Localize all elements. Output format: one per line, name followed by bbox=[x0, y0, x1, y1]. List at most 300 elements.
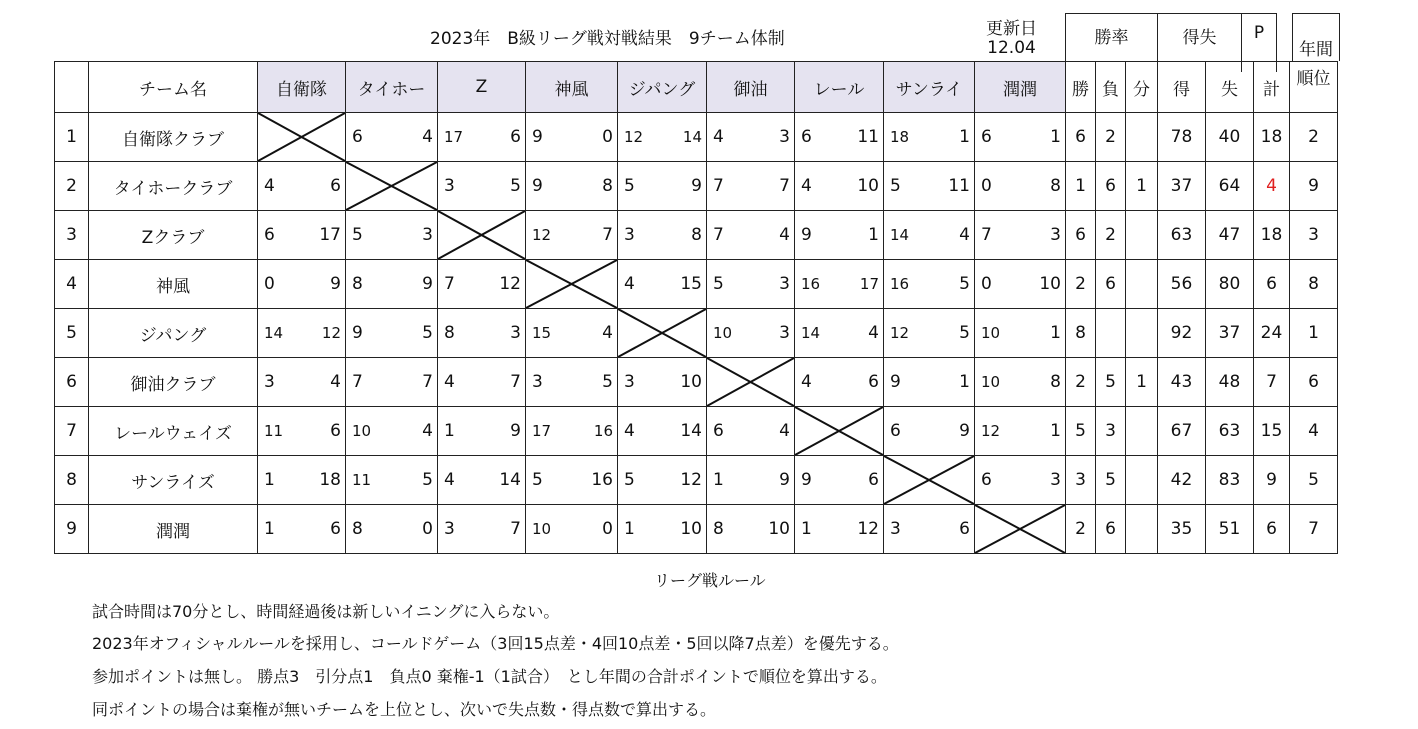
score-cell bbox=[526, 358, 618, 407]
losses: 6 bbox=[1096, 505, 1126, 554]
row-number: 4 bbox=[55, 260, 89, 309]
score-against: 3 bbox=[1050, 225, 1061, 245]
score-cell bbox=[346, 505, 438, 554]
losses: 6 bbox=[1096, 162, 1126, 211]
team-name: 神風 bbox=[89, 260, 258, 309]
score-cell bbox=[346, 456, 438, 505]
team-name: サンライズ bbox=[89, 456, 258, 505]
score-against: 6 bbox=[510, 127, 521, 147]
score-for: 10 bbox=[713, 324, 733, 342]
draws bbox=[1126, 407, 1158, 456]
score-cell bbox=[258, 358, 346, 407]
self-match-cross bbox=[795, 407, 884, 456]
score-for: 3 bbox=[624, 225, 635, 245]
score-for: 17 bbox=[444, 128, 464, 146]
cross-mark bbox=[795, 407, 883, 455]
score-against: 1 bbox=[1050, 421, 1061, 441]
row-number: 7 bbox=[55, 407, 89, 456]
runs-against: 47 bbox=[1206, 211, 1254, 260]
annual-rank: 5 bbox=[1290, 456, 1338, 505]
score-cell bbox=[707, 505, 795, 554]
runs-for: 37 bbox=[1158, 162, 1206, 211]
annual-rank: 2 bbox=[1290, 113, 1338, 162]
opponent-header: 自衛隊 bbox=[258, 62, 346, 113]
score-for: 9 bbox=[352, 323, 363, 343]
table-row bbox=[55, 456, 1338, 505]
score-cell bbox=[707, 113, 795, 162]
score-against: 3 bbox=[779, 274, 790, 294]
score-for: 0 bbox=[981, 176, 992, 196]
score-against: 1 bbox=[959, 372, 970, 392]
cross-mark bbox=[346, 162, 437, 210]
cross-mark bbox=[526, 260, 617, 308]
score-against: 10 bbox=[768, 519, 790, 539]
wins: 1 bbox=[1066, 162, 1096, 211]
win-header: 勝 bbox=[1066, 62, 1096, 113]
opponent-header: タイホー bbox=[346, 62, 438, 113]
runs-for: 42 bbox=[1158, 456, 1206, 505]
wins: 2 bbox=[1066, 260, 1096, 309]
update-date bbox=[986, 20, 1037, 58]
score-against: 11 bbox=[948, 176, 970, 196]
score-cell bbox=[438, 358, 526, 407]
score-against: 17 bbox=[859, 275, 879, 293]
score-against: 18 bbox=[319, 470, 341, 490]
score-cell bbox=[618, 211, 707, 260]
score-for: 4 bbox=[801, 176, 812, 196]
score-cell bbox=[975, 113, 1066, 162]
annual-rank-header bbox=[1292, 13, 1340, 61]
team-name: レールウェイズ bbox=[89, 407, 258, 456]
table-row bbox=[55, 260, 1338, 309]
score-against: 9 bbox=[779, 470, 790, 490]
score-cell bbox=[258, 211, 346, 260]
draws bbox=[1126, 211, 1158, 260]
score-cell bbox=[707, 456, 795, 505]
score-cell bbox=[438, 113, 526, 162]
self-match-cross bbox=[346, 162, 438, 211]
score-cell bbox=[975, 260, 1066, 309]
self-match-cross bbox=[884, 456, 975, 505]
self-match-cross bbox=[618, 309, 707, 358]
annual-rank: 9 bbox=[1290, 162, 1338, 211]
score-against: 1 bbox=[1050, 323, 1061, 343]
score-cell bbox=[526, 162, 618, 211]
score-cell bbox=[884, 309, 975, 358]
score-against: 4 bbox=[422, 421, 433, 441]
score-for: 7 bbox=[713, 225, 724, 245]
draws: 1 bbox=[1126, 162, 1158, 211]
score-for: 7 bbox=[981, 225, 992, 245]
score-for: 9 bbox=[890, 372, 901, 392]
score-against: 15 bbox=[680, 274, 702, 294]
score-against: 5 bbox=[510, 176, 521, 196]
rule-line: 2023年オフィシャルルールを採用し、コールドゲーム（3回15点差・4回10点差・5回以降7点差）を優先する。 bbox=[92, 634, 899, 653]
score-cell bbox=[618, 407, 707, 456]
score-against: 6 bbox=[868, 372, 879, 392]
score-cell bbox=[795, 456, 884, 505]
score-for: 8 bbox=[444, 323, 455, 343]
score-against: 7 bbox=[602, 225, 613, 245]
score-for: 17 bbox=[532, 422, 552, 440]
score-for: 14 bbox=[264, 324, 284, 342]
score-cell bbox=[975, 456, 1066, 505]
points-total: 18 bbox=[1254, 211, 1290, 260]
score-for: 5 bbox=[624, 470, 635, 490]
score-cell bbox=[438, 407, 526, 456]
losses: 5 bbox=[1096, 358, 1126, 407]
score-against: 10 bbox=[680, 519, 702, 539]
score-against: 10 bbox=[1039, 274, 1061, 294]
wins: 3 bbox=[1066, 456, 1096, 505]
score-cell bbox=[975, 407, 1066, 456]
score-against: 9 bbox=[510, 421, 521, 441]
score-for: 0 bbox=[981, 274, 992, 294]
opponent-header: 神風 bbox=[526, 62, 618, 113]
score-against: 7 bbox=[422, 372, 433, 392]
draw-header: 分 bbox=[1126, 62, 1158, 113]
table-row bbox=[55, 407, 1338, 456]
points-total: 4 bbox=[1254, 162, 1290, 211]
opponent-header: Z bbox=[438, 62, 526, 113]
wins: 5 bbox=[1066, 407, 1096, 456]
score-for: 10 bbox=[352, 422, 372, 440]
score-for: 1 bbox=[713, 470, 724, 490]
score-cell bbox=[346, 309, 438, 358]
score-cell bbox=[618, 358, 707, 407]
score-for: 5 bbox=[624, 176, 635, 196]
score-for: 6 bbox=[981, 127, 992, 147]
score-cell bbox=[795, 309, 884, 358]
score-cell bbox=[707, 407, 795, 456]
score-cell bbox=[526, 309, 618, 358]
score-for: 4 bbox=[801, 372, 812, 392]
cross-mark bbox=[884, 456, 974, 504]
score-against: 14 bbox=[499, 470, 521, 490]
score-for: 11 bbox=[352, 471, 372, 489]
row-number: 9 bbox=[55, 505, 89, 554]
score-against: 4 bbox=[602, 323, 613, 343]
score-against: 0 bbox=[602, 127, 613, 147]
table-row bbox=[55, 358, 1338, 407]
rule-line: 試合時間は70分とし、時間経過後は新しいイニングに入らない。 bbox=[92, 602, 560, 621]
score-against: 6 bbox=[959, 519, 970, 539]
score-against: 5 bbox=[959, 274, 970, 294]
annual-rank: 4 bbox=[1290, 407, 1338, 456]
score-for: 4 bbox=[624, 274, 635, 294]
score-against: 16 bbox=[591, 470, 613, 490]
score-cell bbox=[258, 309, 346, 358]
draws bbox=[1126, 456, 1158, 505]
results-table bbox=[54, 61, 1338, 554]
team-name: ジパング bbox=[89, 309, 258, 358]
score-against: 6 bbox=[330, 176, 341, 196]
score-cell bbox=[438, 456, 526, 505]
self-match-cross bbox=[438, 211, 526, 260]
draws: 1 bbox=[1126, 358, 1158, 407]
score-cell bbox=[975, 358, 1066, 407]
table-row bbox=[55, 162, 1338, 211]
table-row bbox=[55, 211, 1338, 260]
rank-header: 順位 bbox=[1290, 62, 1338, 113]
losses: 6 bbox=[1096, 260, 1126, 309]
rules-title: リーグ戦ルール bbox=[654, 571, 766, 590]
score-against: 11 bbox=[857, 127, 879, 147]
score-against: 0 bbox=[602, 519, 613, 539]
score-cell bbox=[795, 505, 884, 554]
score-against: 5 bbox=[959, 323, 970, 343]
score-against: 9 bbox=[959, 421, 970, 441]
wins: 6 bbox=[1066, 113, 1096, 162]
score-cell bbox=[884, 505, 975, 554]
runs-for: 78 bbox=[1158, 113, 1206, 162]
row-number: 5 bbox=[55, 309, 89, 358]
score-for: 7 bbox=[713, 176, 724, 196]
score-against: 1 bbox=[868, 225, 879, 245]
score-for: 10 bbox=[532, 520, 552, 538]
score-for: 12 bbox=[981, 422, 1001, 440]
score-against: 3 bbox=[1050, 470, 1061, 490]
score-cell bbox=[618, 505, 707, 554]
team-name: 潤潤 bbox=[89, 505, 258, 554]
score-for: 6 bbox=[713, 421, 724, 441]
score-cell bbox=[438, 162, 526, 211]
table-row bbox=[55, 113, 1338, 162]
score-against: 4 bbox=[422, 127, 433, 147]
page-title: 2023年 B級リーグ戦対戦結果 9チーム体制 bbox=[430, 29, 785, 49]
points-total: 6 bbox=[1254, 260, 1290, 309]
team-name: Zクラブ bbox=[89, 211, 258, 260]
score-cell bbox=[258, 456, 346, 505]
score-against: 1 bbox=[959, 127, 970, 147]
self-match-cross bbox=[258, 113, 346, 162]
score-against: 8 bbox=[1050, 176, 1061, 196]
results-body bbox=[55, 113, 1338, 554]
draws bbox=[1126, 505, 1158, 554]
rule-line: 同ポイントの場合は棄権が無いチームを上位とし、次いで失点数・得点数で算出する。 bbox=[92, 700, 717, 719]
score-cell bbox=[346, 260, 438, 309]
score-cell bbox=[346, 358, 438, 407]
score-for: 9 bbox=[532, 176, 543, 196]
runs-against-header: 失 bbox=[1206, 62, 1254, 113]
update-label: 更新日 bbox=[986, 19, 1037, 39]
opponent-header: レール bbox=[795, 62, 884, 113]
score-cell bbox=[884, 113, 975, 162]
score-for: 4 bbox=[264, 176, 275, 196]
score-for: 16 bbox=[801, 275, 821, 293]
score-cell bbox=[346, 113, 438, 162]
score-cell bbox=[795, 260, 884, 309]
losses: 5 bbox=[1096, 456, 1126, 505]
runs-against: 51 bbox=[1206, 505, 1254, 554]
score-against: 5 bbox=[422, 323, 433, 343]
score-against: 12 bbox=[321, 324, 341, 342]
score-against: 9 bbox=[691, 176, 702, 196]
runs-against: 64 bbox=[1206, 162, 1254, 211]
score-cell bbox=[258, 162, 346, 211]
score-against: 10 bbox=[680, 372, 702, 392]
score-cell bbox=[618, 260, 707, 309]
cross-mark bbox=[707, 358, 794, 406]
score-cell bbox=[346, 407, 438, 456]
score-for: 5 bbox=[713, 274, 724, 294]
annual-label: 年間 bbox=[1299, 40, 1333, 60]
score-for: 0 bbox=[264, 274, 275, 294]
score-for: 3 bbox=[264, 372, 275, 392]
row-number: 1 bbox=[55, 113, 89, 162]
score-cell bbox=[795, 358, 884, 407]
score-for: 7 bbox=[444, 274, 455, 294]
score-against: 3 bbox=[779, 127, 790, 147]
self-match-cross bbox=[975, 505, 1066, 554]
score-for: 10 bbox=[981, 373, 1001, 391]
score-against: 3 bbox=[422, 225, 433, 245]
team-name: 御油クラブ bbox=[89, 358, 258, 407]
win-rate-header: 勝率 bbox=[1066, 14, 1158, 73]
score-for: 14 bbox=[890, 226, 910, 244]
score-against: 12 bbox=[499, 274, 521, 294]
score-against: 4 bbox=[779, 421, 790, 441]
points-total: 9 bbox=[1254, 456, 1290, 505]
annual-rank: 6 bbox=[1290, 358, 1338, 407]
score-for: 10 bbox=[981, 324, 1001, 342]
opponent-header: 御油 bbox=[707, 62, 795, 113]
score-for: 1 bbox=[264, 519, 275, 539]
runs-against: 80 bbox=[1206, 260, 1254, 309]
row-number: 2 bbox=[55, 162, 89, 211]
score-cell bbox=[346, 211, 438, 260]
score-against: 14 bbox=[682, 128, 702, 146]
score-cell bbox=[795, 162, 884, 211]
score-against: 16 bbox=[593, 422, 613, 440]
number-header bbox=[55, 62, 89, 113]
runs-for: 56 bbox=[1158, 260, 1206, 309]
draws bbox=[1126, 113, 1158, 162]
update-value: 12.04 bbox=[987, 38, 1036, 58]
score-for: 1 bbox=[444, 421, 455, 441]
score-against: 7 bbox=[779, 176, 790, 196]
runs-against: 63 bbox=[1206, 407, 1254, 456]
score-cell bbox=[975, 211, 1066, 260]
score-for: 6 bbox=[801, 127, 812, 147]
score-for: 1 bbox=[801, 519, 812, 539]
score-against: 4 bbox=[779, 225, 790, 245]
score-cell bbox=[884, 260, 975, 309]
score-for: 8 bbox=[352, 274, 363, 294]
points-header: P bbox=[1242, 14, 1277, 73]
score-for: 9 bbox=[801, 470, 812, 490]
score-against: 14 bbox=[680, 421, 702, 441]
score-for: 11 bbox=[264, 422, 284, 440]
runs-against: 48 bbox=[1206, 358, 1254, 407]
score-for: 3 bbox=[890, 519, 901, 539]
score-cell bbox=[438, 309, 526, 358]
score-for: 8 bbox=[713, 519, 724, 539]
score-for: 1 bbox=[264, 470, 275, 490]
score-for: 4 bbox=[713, 127, 724, 147]
score-cell bbox=[884, 358, 975, 407]
score-against: 10 bbox=[857, 176, 879, 196]
table-row bbox=[55, 309, 1338, 358]
points-total: 24 bbox=[1254, 309, 1290, 358]
score-cell bbox=[526, 113, 618, 162]
score-cell bbox=[707, 211, 795, 260]
points-total: 7 bbox=[1254, 358, 1290, 407]
opponent-header: ジパング bbox=[618, 62, 707, 113]
score-cell bbox=[618, 162, 707, 211]
cross-mark bbox=[975, 505, 1065, 553]
score-against: 9 bbox=[422, 274, 433, 294]
score-for: 5 bbox=[352, 225, 363, 245]
score-for: 12 bbox=[890, 324, 910, 342]
score-against: 3 bbox=[510, 323, 521, 343]
points-total: 15 bbox=[1254, 407, 1290, 456]
team-name-header: チーム名 bbox=[89, 62, 258, 113]
score-against: 4 bbox=[868, 323, 879, 343]
score-against: 17 bbox=[319, 225, 341, 245]
score-for: 18 bbox=[890, 128, 910, 146]
runs-for: 92 bbox=[1158, 309, 1206, 358]
score-cell bbox=[707, 162, 795, 211]
score-cell bbox=[526, 211, 618, 260]
team-name: タイホークラブ bbox=[89, 162, 258, 211]
self-match-cross bbox=[707, 358, 795, 407]
annual-rank: 8 bbox=[1290, 260, 1338, 309]
draws bbox=[1126, 309, 1158, 358]
score-for: 3 bbox=[444, 176, 455, 196]
self-match-cross bbox=[526, 260, 618, 309]
cross-mark bbox=[258, 113, 345, 161]
draws bbox=[1126, 260, 1158, 309]
score-against: 5 bbox=[422, 470, 433, 490]
score-against: 6 bbox=[330, 519, 341, 539]
points-total: 18 bbox=[1254, 113, 1290, 162]
score-cell bbox=[618, 113, 707, 162]
points-total: 6 bbox=[1254, 505, 1290, 554]
runs-against: 83 bbox=[1206, 456, 1254, 505]
score-against: 7 bbox=[510, 519, 521, 539]
score-against: 6 bbox=[330, 421, 341, 441]
wins: 2 bbox=[1066, 358, 1096, 407]
score-for: 6 bbox=[890, 421, 901, 441]
score-for: 5 bbox=[532, 470, 543, 490]
score-against: 3 bbox=[779, 323, 790, 343]
loss-header: 負 bbox=[1096, 62, 1126, 113]
score-cell bbox=[438, 505, 526, 554]
score-for: 12 bbox=[624, 128, 644, 146]
score-against: 1 bbox=[1050, 127, 1061, 147]
score-cell bbox=[258, 407, 346, 456]
score-against: 0 bbox=[422, 519, 433, 539]
runs-against: 37 bbox=[1206, 309, 1254, 358]
score-for: 3 bbox=[624, 372, 635, 392]
score-against: 8 bbox=[691, 225, 702, 245]
score-for: 8 bbox=[352, 519, 363, 539]
runs-for: 63 bbox=[1158, 211, 1206, 260]
score-for: 4 bbox=[624, 421, 635, 441]
opponent-header: 潤潤 bbox=[975, 62, 1066, 113]
score-against: 8 bbox=[1050, 372, 1061, 392]
score-cell bbox=[438, 260, 526, 309]
score-cell bbox=[707, 309, 795, 358]
runs-for: 43 bbox=[1158, 358, 1206, 407]
wins: 6 bbox=[1066, 211, 1096, 260]
annual-rank: 1 bbox=[1290, 309, 1338, 358]
score-cell bbox=[795, 113, 884, 162]
score-for: 3 bbox=[532, 372, 543, 392]
cross-mark bbox=[438, 211, 525, 259]
annual-rank: 7 bbox=[1290, 505, 1338, 554]
